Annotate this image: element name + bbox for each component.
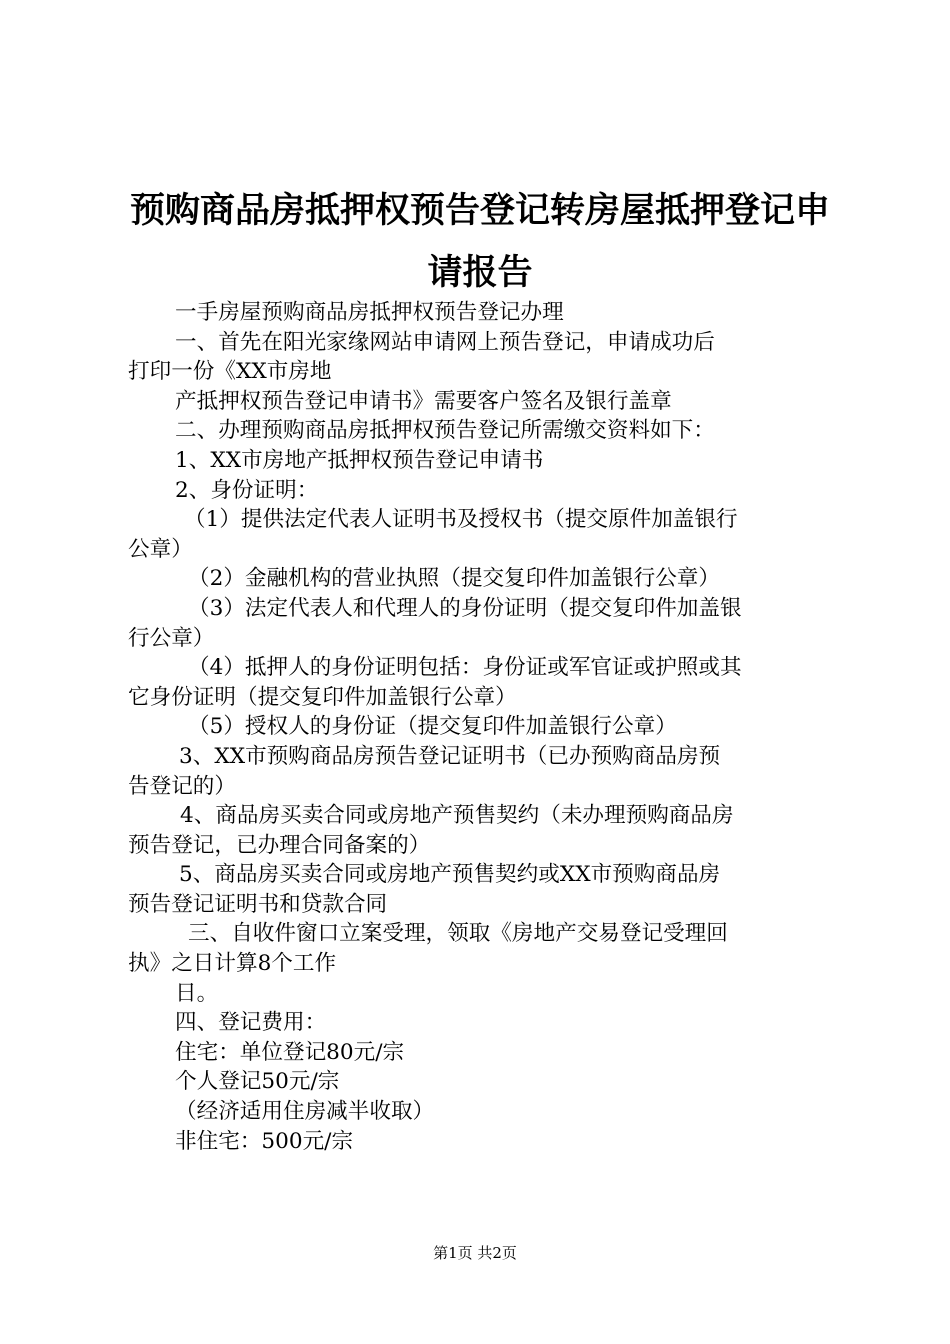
paragraph-line: 打印一份《XX市房地 bbox=[128, 359, 332, 385]
paragraph-line: 预告登记证明书和贷款合同 bbox=[128, 891, 388, 917]
paragraph-line: 告登记的） bbox=[128, 773, 236, 799]
paragraph-line: （经济适用住房减半收取） bbox=[175, 1099, 435, 1125]
paragraph-line: 4、商品房买卖合同或房地产预售契约（未办理预购商品房 bbox=[180, 803, 734, 829]
document-body bbox=[128, 298, 832, 1156]
paragraph-line: （3）法定代表人和代理人的身份证明（提交复印件加盖银 bbox=[188, 595, 742, 621]
paragraph-line: 5、商品房买卖合同或房地产预售契约或XX市预购商品房 bbox=[179, 862, 721, 888]
paragraph-line: 公章） bbox=[128, 536, 193, 562]
paragraph-line: （1）提供法定代表人证明书及授权书（提交原件加盖银行 bbox=[184, 507, 738, 533]
paragraph-line: 执》之日计算8个工作 bbox=[128, 951, 337, 977]
paragraph-line: 个人登记50元/宗 bbox=[175, 1069, 340, 1095]
paragraph-line: 二、办理预购商品房抵押权预告登记所需缴交资料如下： bbox=[175, 418, 715, 444]
document-title-line-1: 预购商品房抵押权预告登记转房屋抵押登记申 bbox=[129, 191, 830, 231]
paragraph-line: （5）授权人的身份证（提交复印件加盖银行公章） bbox=[188, 714, 677, 740]
document-title-line-2: 请报告 bbox=[427, 253, 533, 293]
paragraph-line: （4）抵押人的身份证明包括：身份证或军官证或护照或其 bbox=[188, 655, 742, 681]
paragraph-line: 住宅：单位登记80元/宗 bbox=[175, 1039, 405, 1065]
paragraph-line: 它身份证明（提交复印件加盖银行公章） bbox=[128, 684, 517, 710]
paragraph-line: 一、首先在阳光家缘网站申请网上预告登记，申请成功后 bbox=[175, 329, 715, 355]
paragraph-line: 三、自收件窗口立案受理，领取《房地产交易登记受理回 bbox=[188, 921, 728, 947]
paragraph-line: 预告登记，已办理合同备案的） bbox=[128, 832, 431, 858]
paragraph-line: 日。 bbox=[175, 980, 219, 1006]
paragraph-line: 四、登记费用： bbox=[175, 1010, 327, 1036]
paragraph-line: 一手房屋预购商品房抵押权预告登记办理 bbox=[175, 300, 564, 325]
page-number-footer: 第1页 共2页 bbox=[433, 1244, 517, 1262]
paragraph-line: 产抵押权预告登记申请书》需要客户签名及银行盖章 bbox=[175, 388, 672, 414]
paragraph-line: 非住宅：500元/宗 bbox=[175, 1128, 354, 1154]
paragraph-line: 2、身份证明： bbox=[175, 477, 319, 503]
paragraph-line: 1、XX市房地产抵押权预告登记申请书 bbox=[175, 447, 544, 473]
paragraph-line: （2）金融机构的营业执照（提交复印件加盖银行公章） bbox=[188, 566, 720, 592]
paragraph-line: 行公章） bbox=[128, 625, 215, 651]
paragraph-line: 3、XX市预购商品房预告登记证明书（已办预购商品房预 bbox=[179, 743, 721, 769]
